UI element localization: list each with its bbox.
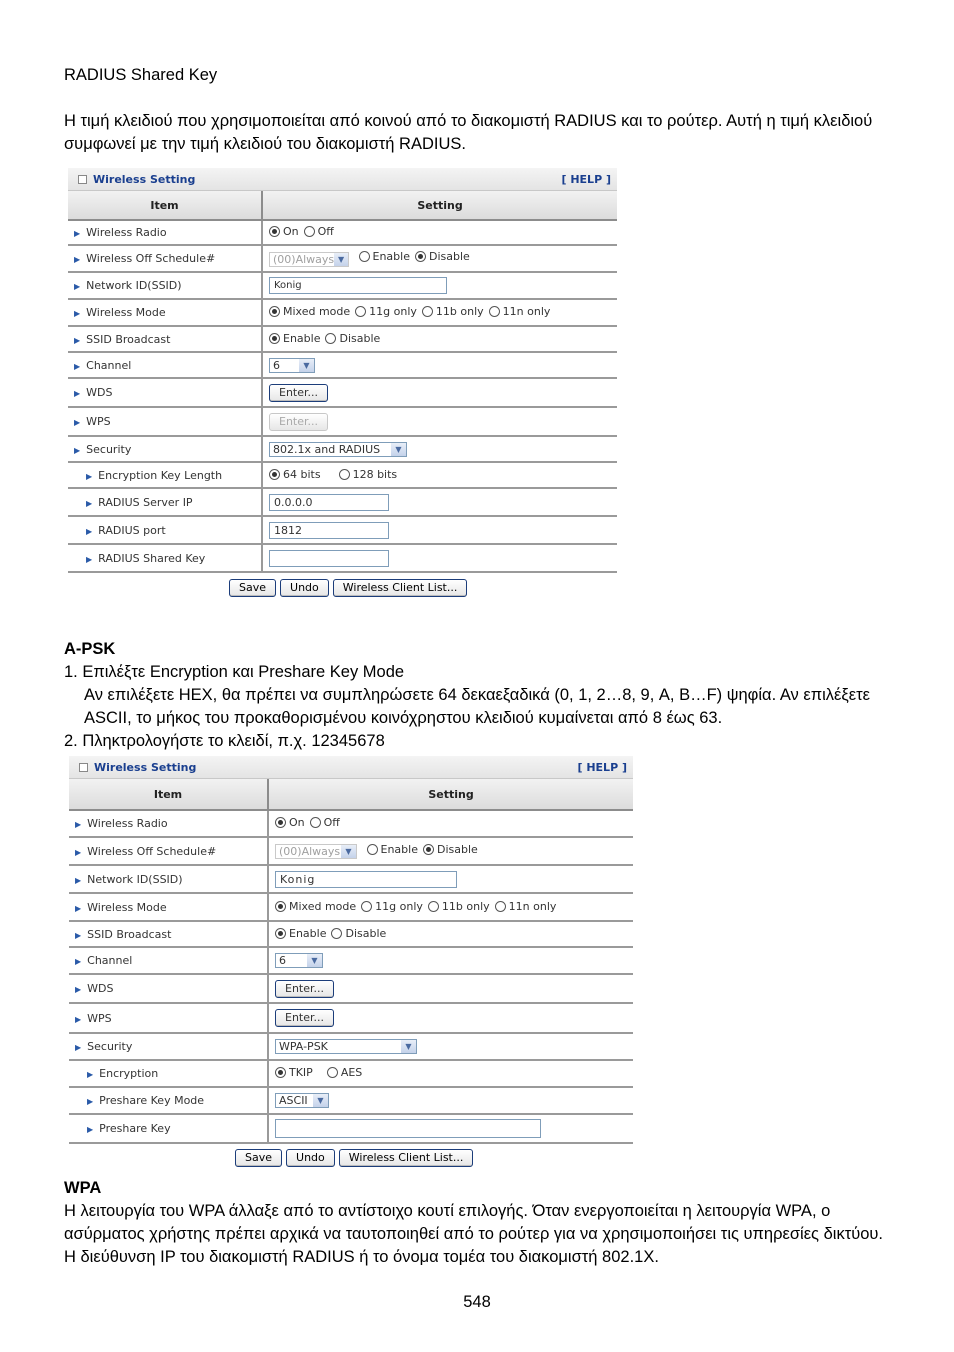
preshare-key-mode-select[interactable]: ASCII ▼ bbox=[275, 1093, 329, 1108]
row-label: Wireless Radio bbox=[87, 817, 168, 830]
arrow-right-icon: ▶ bbox=[75, 847, 82, 857]
radio-enable[interactable]: Enable bbox=[269, 332, 320, 345]
radio-enable[interactable]: Enable bbox=[359, 250, 410, 263]
arrow-right-icon: ▶ bbox=[86, 526, 93, 536]
panel-title: Wireless Setting bbox=[94, 760, 197, 774]
wireless-setting-panel-radius bbox=[68, 168, 617, 573]
chevron-down-icon: ▼ bbox=[341, 845, 356, 858]
radius-server-ip-input[interactable]: 0.0.0.0 bbox=[269, 494, 389, 511]
radio-disable[interactable]: Disable bbox=[331, 927, 386, 940]
intro-paragraph: Η τιμή κλειδιού που χρησιμοποιείται από κοινού από το διακομιστή RADIUS και το ρούτερ. Αυτή η τιμή κλειδιού συμφωνεί με την τιμή κλειδιού του διακομιστή RADIUS. bbox=[64, 112, 873, 153]
arrow-right-icon: ▶ bbox=[86, 471, 93, 481]
table-row bbox=[69, 810, 633, 837]
row-label: Preshare Key Mode bbox=[99, 1094, 205, 1107]
settings-table bbox=[69, 779, 633, 1144]
table-row bbox=[68, 352, 617, 378]
table-row bbox=[68, 544, 617, 572]
radio-11n[interactable]: 11n only bbox=[495, 900, 557, 913]
arrow-right-icon: ▶ bbox=[75, 1043, 82, 1052]
arrow-right-icon: ▶ bbox=[75, 1014, 82, 1024]
section-heading-wpa: WPA bbox=[64, 1179, 102, 1197]
row-label: Wireless Off Schedule# bbox=[87, 844, 217, 858]
table-row bbox=[69, 974, 633, 1003]
column-header-setting: Setting bbox=[262, 191, 617, 220]
arrow-right-icon: ▶ bbox=[74, 389, 81, 398]
panel2-button-row bbox=[235, 1149, 473, 1167]
security-select[interactable]: 802.1x and RADIUS ▼ bbox=[269, 442, 407, 457]
panel-title-bar bbox=[69, 756, 633, 779]
radio-disable[interactable]: Disable bbox=[423, 843, 478, 856]
wps-enter-button[interactable]: Enter... bbox=[275, 1009, 334, 1027]
table-row bbox=[68, 299, 617, 326]
row-label: Wireless Off Schedule# bbox=[86, 252, 216, 265]
table-row bbox=[68, 220, 617, 245]
row-label: RADIUS port bbox=[98, 523, 166, 537]
arrow-right-icon: ▶ bbox=[75, 903, 82, 913]
preshare-key-input[interactable] bbox=[275, 1119, 541, 1138]
table-row bbox=[68, 272, 617, 299]
arrow-right-icon: ▶ bbox=[74, 255, 81, 264]
settings-table bbox=[68, 191, 617, 573]
chevron-down-icon: ▼ bbox=[391, 443, 406, 456]
chevron-down-icon: ▼ bbox=[299, 359, 314, 372]
wireless-client-list-button[interactable]: Wireless Client List... bbox=[333, 579, 468, 597]
table-row bbox=[68, 407, 617, 436]
arrow-right-icon: ▶ bbox=[74, 418, 81, 427]
table-row bbox=[68, 436, 617, 462]
table-row bbox=[68, 326, 617, 352]
row-label: WDS bbox=[87, 982, 114, 995]
arrow-right-icon: ▶ bbox=[74, 282, 81, 291]
arrow-right-icon: ▶ bbox=[75, 820, 82, 829]
row-label: WPS bbox=[86, 415, 111, 428]
row-label: Encryption bbox=[99, 1067, 159, 1080]
table-row bbox=[69, 921, 633, 947]
table-row bbox=[68, 516, 617, 544]
step-1: 1. Επιλέξτε Encryption και Preshare Key Mode bbox=[64, 663, 405, 681]
radio-11b[interactable]: 11b only bbox=[428, 900, 490, 913]
radio-aes[interactable]: AES bbox=[327, 1066, 362, 1079]
row-label: SSID Broadcast bbox=[87, 927, 172, 941]
row-label: RADIUS Shared Key bbox=[98, 551, 206, 565]
table-row bbox=[69, 1114, 633, 1143]
radio-on[interactable]: On bbox=[269, 225, 299, 238]
arrow-right-icon: ▶ bbox=[75, 957, 82, 966]
arrow-right-icon: ▶ bbox=[87, 1097, 94, 1106]
wds-enter-button[interactable]: Enter... bbox=[269, 384, 328, 402]
page-number: 548 bbox=[463, 1293, 491, 1311]
table-row bbox=[69, 1003, 633, 1033]
column-header-item: Item bbox=[68, 191, 262, 220]
table-row bbox=[69, 947, 633, 974]
radio-11g[interactable]: 11g only bbox=[361, 900, 423, 913]
arrow-right-icon: ▶ bbox=[74, 335, 81, 345]
radio-tkip[interactable]: TKIP bbox=[275, 1066, 313, 1079]
table-row bbox=[69, 837, 633, 865]
row-label: Network ID(SSID) bbox=[87, 872, 183, 886]
row-label: Channel bbox=[86, 358, 132, 372]
arrow-right-icon: ▶ bbox=[75, 930, 82, 940]
chevron-down-icon: ▼ bbox=[401, 1040, 416, 1053]
row-label: SSID Broadcast bbox=[86, 332, 171, 346]
panel-title: Wireless Setting bbox=[93, 172, 196, 186]
table-row bbox=[68, 245, 617, 272]
chevron-down-icon: ▼ bbox=[313, 1094, 328, 1107]
security-select[interactable]: WPA-PSK ▼ bbox=[275, 1039, 417, 1054]
row-label: Encryption Key Length bbox=[98, 468, 223, 482]
radio-11n[interactable]: 11n only bbox=[489, 305, 551, 318]
panel-title-bar bbox=[68, 168, 617, 191]
row-label: RADIUS Server IP bbox=[98, 495, 193, 509]
row-label: Wireless Mode bbox=[86, 306, 166, 319]
table-row bbox=[68, 462, 617, 488]
radio-off[interactable]: Off bbox=[310, 816, 340, 829]
radio-11g[interactable]: 11g only bbox=[355, 305, 417, 318]
radio-enable[interactable]: Enable bbox=[367, 843, 418, 856]
channel-select[interactable]: 6 ▼ bbox=[275, 953, 323, 968]
radio-mixed[interactable]: Mixed mode bbox=[275, 900, 356, 913]
column-header-setting: Setting bbox=[268, 779, 633, 810]
ssid-input[interactable]: Konig bbox=[275, 871, 457, 888]
radio-mixed[interactable]: Mixed mode bbox=[269, 305, 350, 318]
table-row bbox=[69, 865, 633, 893]
arrow-right-icon: ▶ bbox=[75, 985, 82, 994]
column-header-item: Item bbox=[69, 779, 268, 810]
table-row bbox=[69, 893, 633, 921]
undo-button[interactable]: Undo bbox=[280, 579, 329, 597]
save-button[interactable]: Save bbox=[235, 1149, 282, 1167]
row-label: WPS bbox=[87, 1011, 112, 1025]
wds-enter-button[interactable]: Enter... bbox=[275, 980, 334, 998]
table-row bbox=[69, 1060, 633, 1087]
radio-enable[interactable]: Enable bbox=[275, 927, 326, 940]
row-label: Network ID(SSID) bbox=[86, 279, 182, 292]
arrow-right-icon: ▶ bbox=[74, 229, 81, 238]
arrow-right-icon: ▶ bbox=[86, 554, 93, 564]
collapse-icon bbox=[79, 763, 88, 772]
arrow-right-icon: ▶ bbox=[74, 445, 81, 455]
row-label: Security bbox=[86, 442, 132, 456]
chevron-down-icon: ▼ bbox=[307, 954, 322, 967]
undo-button[interactable]: Undo bbox=[286, 1149, 335, 1167]
wireless-setting-panel-wpapsk bbox=[69, 756, 633, 1144]
panel1-button-row bbox=[229, 579, 467, 597]
chevron-down-icon: ▼ bbox=[334, 253, 348, 266]
step-1-detail: Αν επιλέξετε HEX, θα πρέπει να συμπληρώσετε 64 δεκαεξαδικά (0, 1, 2…8, 9, A, B…F) ψηφία. Αν επιλέξετε ASCII, το μήκος του προκαθορισμένου κοινόχρηστου κλειδιού κυμαίνεται από 8 έως 63. bbox=[84, 686, 871, 727]
table-row bbox=[69, 1033, 633, 1060]
radio-disable[interactable]: Disable bbox=[415, 250, 470, 263]
step-2: 2. Πληκτρολογήστε το κλειδί, π.χ. 12345678 bbox=[64, 732, 385, 750]
schedule-select[interactable]: (00)Always ▼ bbox=[275, 844, 357, 859]
table-row bbox=[69, 1087, 633, 1114]
radio-off[interactable]: Off bbox=[304, 225, 334, 238]
wps-enter-button[interactable]: Enter... bbox=[269, 413, 328, 431]
ssid-input[interactable]: Konig bbox=[269, 277, 447, 294]
row-label: Wireless Radio bbox=[86, 226, 167, 239]
radio-128bits[interactable]: 128 bits bbox=[339, 468, 398, 481]
channel-select[interactable]: 6 ▼ bbox=[269, 358, 315, 373]
section-heading-apsk: A-PSK bbox=[64, 640, 116, 658]
radius-port-input[interactable]: 1812 bbox=[269, 522, 389, 539]
collapse-icon bbox=[78, 175, 87, 184]
row-label: Security bbox=[87, 1040, 133, 1053]
schedule-select[interactable]: (00)Always ▼ bbox=[269, 252, 349, 267]
radio-64bits[interactable]: 64 bits bbox=[269, 468, 321, 481]
save-button[interactable]: Save bbox=[229, 579, 276, 597]
arrow-right-icon: ▶ bbox=[87, 1125, 94, 1134]
section-heading-radius-shared-key: RADIUS Shared Key bbox=[64, 66, 218, 84]
radio-on[interactable]: On bbox=[275, 816, 305, 829]
table-row bbox=[68, 378, 617, 407]
row-label: Channel bbox=[87, 954, 133, 967]
row-label: Preshare Key bbox=[99, 1122, 171, 1135]
arrow-right-icon: ▶ bbox=[86, 498, 93, 508]
wireless-client-list-button[interactable]: Wireless Client List... bbox=[339, 1149, 474, 1167]
arrow-right-icon: ▶ bbox=[74, 309, 81, 318]
table-row bbox=[68, 488, 617, 516]
arrow-right-icon: ▶ bbox=[75, 875, 82, 885]
arrow-right-icon: ▶ bbox=[74, 361, 81, 371]
help-link[interactable]: [ HELP ] bbox=[577, 760, 627, 774]
row-label: Wireless Mode bbox=[87, 900, 167, 914]
arrow-right-icon: ▶ bbox=[87, 1070, 94, 1079]
radio-11b[interactable]: 11b only bbox=[422, 305, 484, 318]
radius-shared-key-input[interactable] bbox=[269, 550, 389, 567]
radio-disable[interactable]: Disable bbox=[325, 332, 380, 345]
wpa-paragraph: Η λειτουργία του WPA άλλαξε από το αντίστοιχο κουτί επιλογής. Όταν ενεργοποιείται η λειτουργία WPA, ο ασύρματος χρήστης πρέπει αρχικά να ταυτοποιηθεί από το ρούτερ για να χρησιμοποιήσει τις υπηρεσίες δικτύου. Η διεύθυνση IP του διακομιστή RADIUS ή το όνομα τομέα του διακομιστή 802.1X. bbox=[64, 1202, 884, 1266]
row-label: WDS bbox=[86, 386, 113, 399]
help-link[interactable]: [ HELP ] bbox=[561, 172, 611, 186]
